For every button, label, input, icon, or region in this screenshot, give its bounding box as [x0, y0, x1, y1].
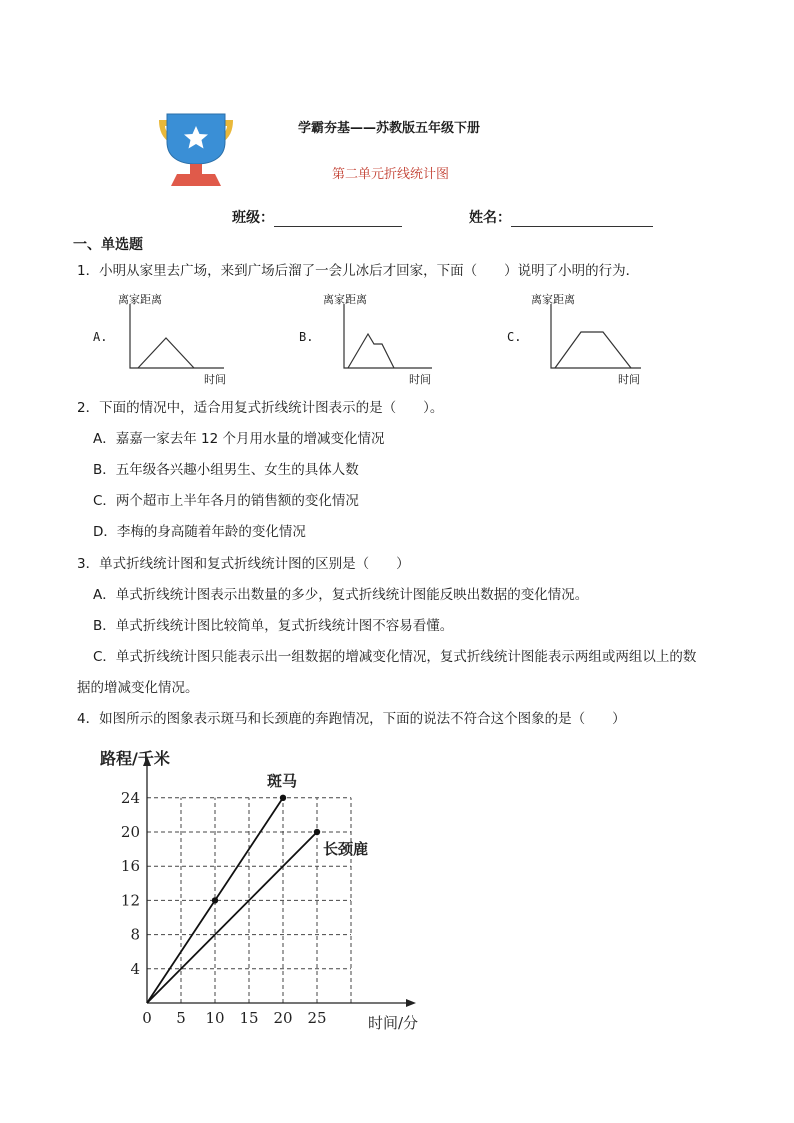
- q2-stem: 2．下面的情况中，适合用复式折线统计图表示的是（ ）。: [77, 400, 444, 416]
- q1-b-xlabel: 时间: [409, 373, 431, 386]
- y-tick-label: 12: [120, 891, 140, 910]
- series-label: 长颈鹿: [323, 840, 369, 858]
- q2-option-b[interactable]: B．五年级各兴趣小组男生、女生的具体人数: [93, 462, 359, 478]
- q1-a-ylabel: 离家距离: [118, 293, 162, 306]
- q3-option-b[interactable]: B．单式折线统计图比较简单，复式折线统计图不容易看懂。: [93, 618, 454, 634]
- data-point: [212, 897, 218, 903]
- data-point: [314, 829, 320, 835]
- y-tick-label: 16: [120, 857, 140, 876]
- q2-option-a[interactable]: A．嘉嘉一家去年 12 个月用水量的增减变化情况: [93, 431, 385, 447]
- worksheet-title: 学霸夯基——苏教版五年级下册: [298, 121, 481, 136]
- x-tick-label: 0: [142, 1009, 152, 1027]
- name-label: 姓名：: [469, 210, 511, 226]
- q1-option-b-label[interactable]: B.: [299, 330, 314, 344]
- trophy-icon: [155, 112, 237, 187]
- q1-graph-a[interactable]: [128, 300, 228, 372]
- name-field: [469, 207, 653, 227]
- q3-option-c-cont: 据的增减变化情况。: [77, 680, 199, 696]
- q1-c-ylabel: 离家距离: [531, 293, 575, 306]
- x-axis-arrow: [406, 999, 416, 1007]
- q3-option-c[interactable]: C．单式折线统计图只能表示出一组数据的增减变化情况，复式折线统计图能表示两组或两组以上的数: [93, 649, 697, 665]
- q2-option-c[interactable]: C．两个超市上半年各月的销售额的变化情况: [93, 493, 359, 509]
- q3-stem: 3．单式折线统计图和复式折线统计图的区别是（ ）: [77, 556, 410, 572]
- y-axis-label: 路程/千米: [100, 749, 170, 768]
- q4-line-chart: [100, 740, 440, 1040]
- q3-option-a[interactable]: A．单式折线统计图表示出数量的多少，复式折线统计图能反映出数据的变化情况。: [93, 587, 589, 603]
- class-blank[interactable]: [274, 210, 402, 227]
- y-tick-label: 20: [120, 823, 140, 841]
- q1-stem: 1．小明从家里去广场，来到广场后溜了一会儿冰后才回家，下面（ ）说明了小明的行为．: [77, 263, 640, 279]
- q1-b-ylabel: 离家距离: [323, 293, 367, 306]
- q1-graph-b[interactable]: [336, 300, 436, 372]
- class-label: 班级：: [232, 210, 274, 226]
- q1-a-xlabel: 时间: [204, 373, 226, 386]
- x-tick-label: 10: [205, 1009, 225, 1027]
- q1-option-c-label[interactable]: C.: [507, 330, 522, 344]
- q1-option-a-label[interactable]: A.: [93, 330, 108, 344]
- x-tick-label: 25: [307, 1009, 327, 1027]
- x-tick-label: 20: [273, 1009, 293, 1027]
- series-label: 斑马: [267, 771, 298, 790]
- y-tick-label: 24: [120, 788, 140, 807]
- class-field: [232, 207, 402, 227]
- x-tick-label: 5: [176, 1009, 186, 1027]
- name-blank[interactable]: [511, 210, 653, 227]
- section-title: 一、单选题: [73, 237, 143, 253]
- q2-option-d[interactable]: D．李梅的身高随着年龄的变化情况: [93, 524, 306, 540]
- y-tick-label: 4: [130, 959, 140, 978]
- y-tick-label: 8: [130, 925, 140, 944]
- x-tick-label: 15: [239, 1009, 259, 1027]
- data-point: [280, 795, 286, 801]
- q1-c-xlabel: 时间: [618, 373, 640, 386]
- series-line: [147, 832, 317, 1003]
- unit-subtitle: 第二单元折线统计图: [332, 167, 450, 182]
- q1-graph-c[interactable]: [545, 300, 645, 372]
- q4-stem: 4．如图所示的图象表示斑马和长颈鹿的奔跑情况，下面的说法不符合这个图象的是（ ）: [77, 711, 626, 727]
- x-axis-label: 时间/分: [368, 1014, 419, 1032]
